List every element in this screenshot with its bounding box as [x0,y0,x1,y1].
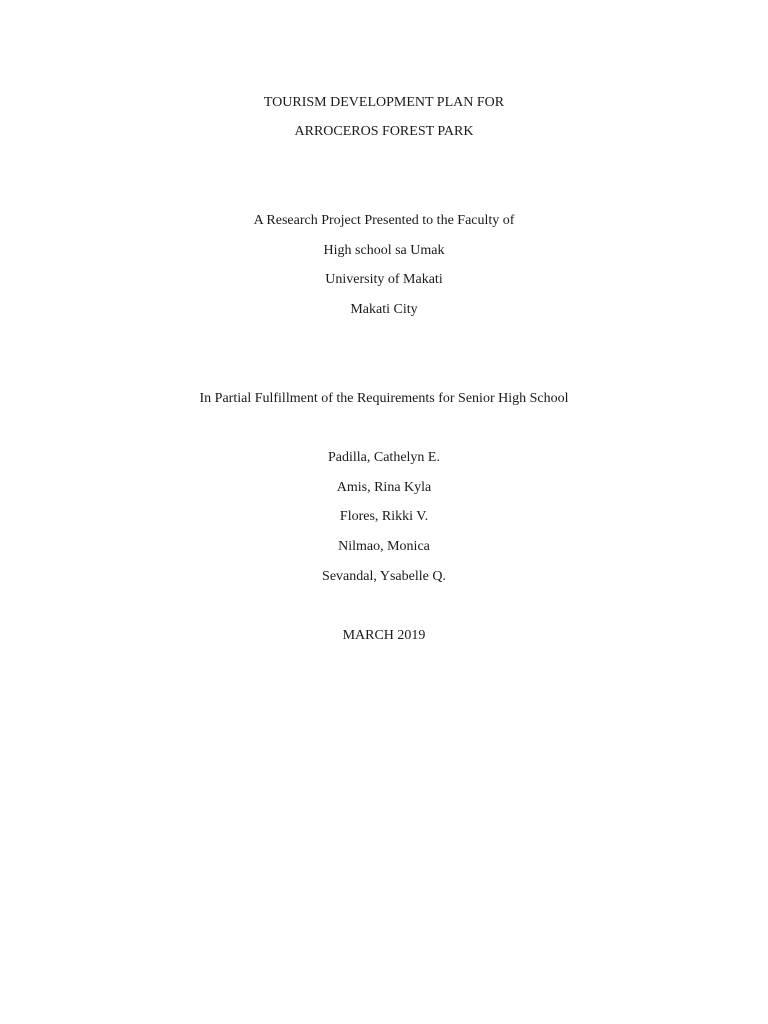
title-line-1: TOURISM DEVELOPMENT PLAN FOR [263,95,505,110]
author-name: Amis, Rina Kyla [336,480,432,495]
university-name: University of Makati [325,272,443,287]
author-name: Flores, Rikki V. [339,509,429,524]
author-name: Nilmao, Monica [338,539,430,554]
submission-date: MARCH 2019 [342,628,426,643]
presented-to-line: A Research Project Presented to the Faculty of [253,213,515,228]
fulfillment-statement: In Partial Fulfillment of the Requirements for Senior High School [199,391,569,406]
title-line-2: ARROCEROS FOREST PARK [294,124,474,139]
city-name: Makati City [350,302,418,317]
school-name: High school sa Umak [323,243,445,258]
author-name: Padilla, Cathelyn E. [328,450,440,465]
author-name: Sevandal, Ysabelle Q. [322,569,446,584]
